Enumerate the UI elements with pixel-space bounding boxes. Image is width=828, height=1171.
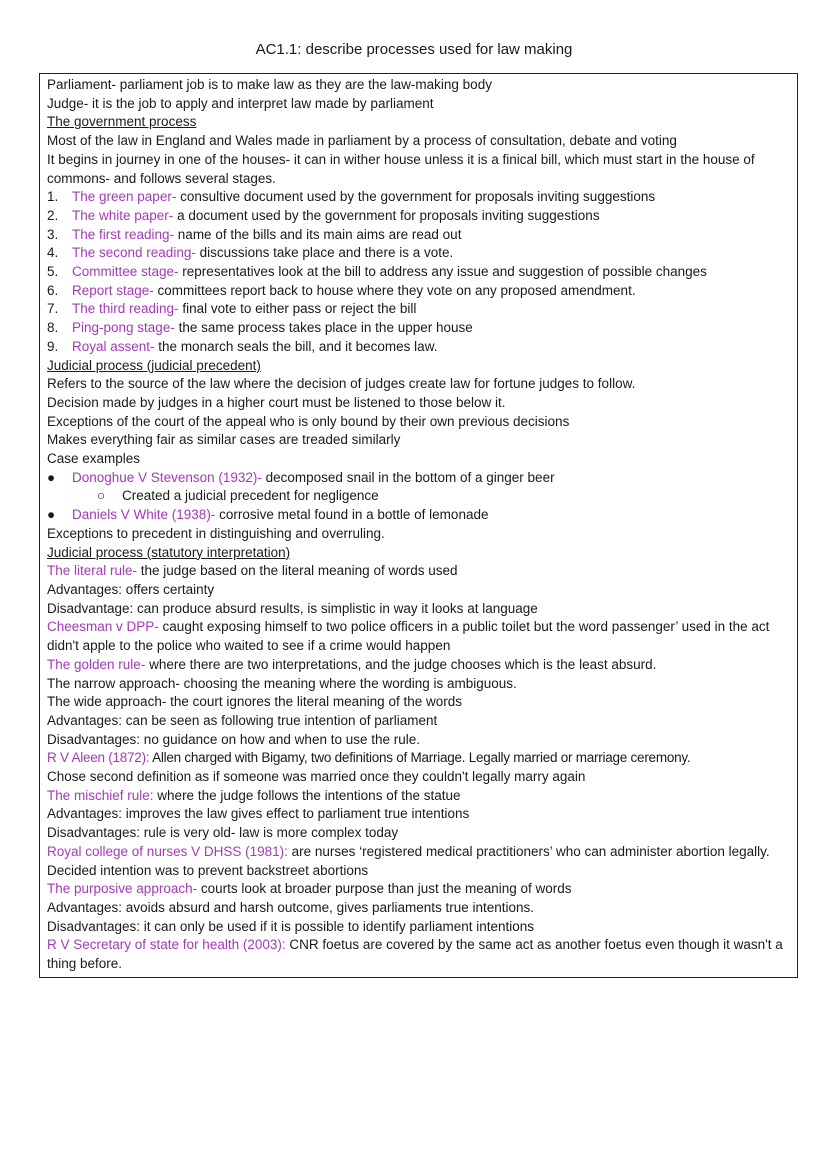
stage-item: 6. Report stage- committees report back to house where they vote on any proposed amendment. [47,282,636,298]
stage-term: Committee stage- [72,264,179,280]
gov-paragraph-1: Most of the law in England and Wales made in parliament by a process of consultation, debate and voting [47,133,677,149]
bullet-icon: ● [47,469,56,485]
stage-item: 1. The green paper- consultive document used by the government for proposals inviting suggestions [47,189,656,205]
page-title: AC1.1: describe processes used for law making [255,41,573,58]
case-allen-continued: Chose second definition as if someone was married once they couldn't legally marry again [47,769,586,785]
case-term: R V Aleen (1872): [47,750,150,766]
precedent-line: Refers to the source of the law where the decision of judges create law for fortune judges to follow. [47,376,636,392]
stage-term: The first reading- [72,226,175,242]
rule-term: The purposive approach- [47,881,198,897]
bullet-icon: ● [47,507,56,523]
stage-term: Royal assent- [72,338,155,354]
stage-term: The second reading- [72,245,196,261]
stage-term: The third reading- [72,301,179,317]
heading-statutory-interpretation: Judicial process (statutory interpretation) [47,544,291,560]
stage-term: The green paper- [72,189,177,205]
circle-bullet-icon: ○ [97,488,106,504]
intro-parliament: Parliament- parliament job is to make law as they are the law-making body [47,77,492,92]
purposive-advantages: Advantages: avoids absurd and harsh outcome, gives parliaments true intentions. [47,899,535,915]
literal-rule: The literal rule- the judge based on the literal meaning of words used [47,563,458,579]
heading-government-process: The government process [47,114,197,130]
stage-term: The white paper- [72,207,174,223]
precedent-line: Decision made by judges in a higher court must be listened to those below it. [47,394,506,410]
golden-rule: The golden rule- where there are two interpretations, and the judge chooses which is the least absurd. [47,656,657,672]
case-secretary-of-state: R V Secretary of state for health (2003): CNR foetus are covered by the same act as another foetus even though it wasn't a thing before. [47,937,783,972]
case-term: Cheesman v DPP- [47,619,159,635]
stage-item: 8. Ping-pong stage- the same process takes place in the upper house [47,320,473,336]
precedent-line: Case examples [47,451,141,467]
rule-term: The literal rule- [47,563,138,579]
literal-disadvantages: Disadvantage: can produce absurd results, is simplistic in way it looks at language [47,600,538,616]
stage-term: Ping-pong stage- [72,320,175,336]
stage-item: 4. The second reading- discussions take place and there is a vote. [47,245,454,261]
case-term: R V Secretary of state for health (2003): [47,937,286,953]
case-item: ● Daniels V White (1938)- corrosive metal found in a bottle of lemonade [47,506,797,525]
mischief-rule: The mischief rule: where the judge follows the intentions of the statue [47,787,461,803]
notes-box [39,73,798,978]
stage-item: 7. The third reading- final vote to either pass or reject the bill [47,301,417,317]
purposive-disadvantages: Disadvantages: it can only be used if it is possible to identify parliament intentions [47,918,535,934]
heading-judicial-precedent: Judicial process (judicial precedent) [47,357,261,373]
mischief-disadvantages: Disadvantages: rule is very old- law is more complex today [47,825,399,841]
rule-term: The mischief rule: [47,787,154,803]
narrow-approach: The narrow approach- choosing the meaning where the wording is ambiguous. [47,675,517,691]
case-rcn: Royal college of nurses V DHSS (1981): are nurses ‘registered medical practitioners’ who can administer abortion legally. Decided intention was to prevent backstreet abortions [47,843,770,878]
intro-judge: Judge- it is the job to apply and interpret law made by parliament [47,95,434,111]
case-cheesman: Cheesman v DPP- caught exposing himself to two police officers in a public toilet but the word passenger’ used in the act didn't apple to the police who waited to see if a crime would happen [47,619,770,654]
mischief-advantages: Advantages: improves the law gives effect to parliament true intentions [47,806,470,822]
precedent-line: Makes everything fair as similar cases are treaded similarly [47,432,401,448]
case-term: Daniels V White (1938)- [72,507,216,523]
stage-item: 2. The white paper- a document used by the government for proposals inviting suggestions [47,207,600,223]
precedent-exceptions: Exceptions to precedent in distinguishing and overruling. [47,525,385,541]
stage-item: 3. The first reading- name of the bills and its main aims are read out [47,226,462,242]
stage-item: 5. Committee stage- representatives look at the bill to address any issue and suggestion of possible changes [47,264,707,280]
case-item: ● Donoghue V Stevenson (1932)- decomposed snail in the bottom of a ginger beer [47,469,797,488]
case-subitem: ○ Created a judicial precedent for negligence [47,487,797,506]
literal-advantages: Advantages: offers certainty [47,581,215,597]
purposive-approach: The purposive approach- courts look at broader purpose than just the meaning of words [47,881,572,897]
precedent-line: Exceptions of the court of the appeal who is only bound by their own previous decisions [47,413,570,429]
rule-term: The golden rule- [47,656,146,672]
case-term: Royal college of nurses V DHSS (1981): [47,843,288,859]
case-allen: R V Aleen (1872): Allen charged with Bigamy, two definitions of Marriage. Legally married or marriage ceremony. [47,750,691,766]
wide-approach: The wide approach- the court ignores the literal meaning of the words [47,694,462,710]
stage-term: Report stage- [72,282,154,298]
golden-advantages: Advantages: can be seen as following true intention of parliament [47,712,438,728]
stage-item: 9. Royal assent- the monarch seals the bill, and it becomes law. [47,338,438,354]
case-term: Donoghue V Stevenson (1932)- [72,469,262,485]
gov-paragraph-2: It begins in journey in one of the houses- it can in wither house unless it is a finical bill, which must start in the house of commons- and follows several stages. [47,151,755,186]
golden-disadvantages: Disadvantages: no guidance on how and when to use the rule. [47,731,421,747]
